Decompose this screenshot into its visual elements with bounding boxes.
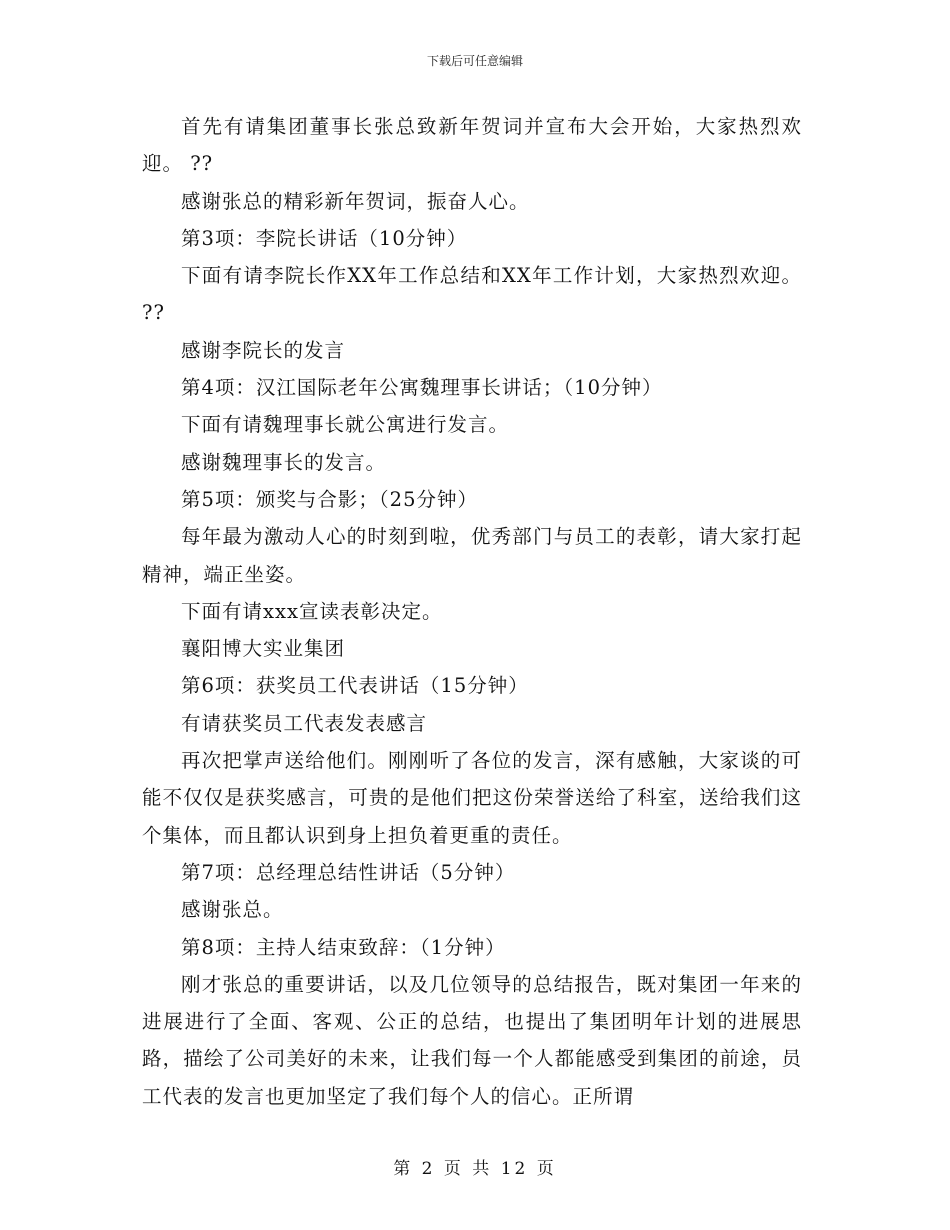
paragraph: 首先有请集团董事长张总致新年贺词并宣布大会开始，大家热烈欢迎。 ?? xyxy=(142,115,802,176)
paragraph: 感谢张总的精彩新年贺词，振奋人心。 xyxy=(181,189,530,213)
paragraph: 感谢李院长的发言 xyxy=(181,338,346,362)
paragraph: 下面有请李院长作XX年工作总结和XX年工作计划，大家热烈欢迎。 ?? xyxy=(142,264,802,325)
paragraph: 刚才张总的重要讲话，以及几位领导的总结报告，既对集团一年来的进展进行了全面、客观、公正的总结，也提出了集团明年计划的进展思路，描绘了公司美好的未来，让我们每一个人都能感受到集团的前途，员工代表的发言也更加坚定了我们每个人的信心。正所谓 xyxy=(142,972,802,1108)
paragraph: 第4项：汉江国际老年公寓魏理事长讲话；（10分钟） xyxy=(181,376,663,400)
paragraph: 再次把掌声送给他们。刚刚听了各位的发言，深有感触，大家谈的可能不仅仅是获奖感言，可贵的是他们把这份荣誉送给了科室，送给我们这个集体，而且都认识到身上担负着更重的责任。 xyxy=(142,749,802,847)
paragraph: 下面有请魏理事长就公寓进行发言。 xyxy=(181,413,510,437)
paragraph: 第3项：李院长讲话（10分钟） xyxy=(181,226,468,250)
page-header-note: 下载后可任意编辑 xyxy=(426,54,523,68)
paragraph: 襄阳博大实业集团 xyxy=(181,637,346,661)
paragraph: 第7项：总经理总结性讲话（5分钟） xyxy=(181,860,516,884)
paragraph: 每年最为激动人心的时刻到啦，优秀部门与员工的表彰，请大家打起精神，端正坐姿。 xyxy=(142,525,802,586)
paragraph: 第8项：主持人结束致辞：（1分钟） xyxy=(181,935,506,959)
paragraph: 感谢张总。 xyxy=(181,898,284,922)
page-number: 第 2 页 共 12 页 xyxy=(393,1159,557,1179)
document-body xyxy=(142,108,802,1115)
paragraph: 下面有请xxx宣读表彰决定。 xyxy=(181,599,443,623)
paragraph: 第6项：获奖员工代表讲话（15分钟） xyxy=(181,674,529,698)
paragraph: 有请获奖员工代表发表感言 xyxy=(181,711,428,735)
paragraph: 感谢魏理事长的发言。 xyxy=(181,450,387,474)
paragraph: 第5项：颁奖与合影；（25分钟） xyxy=(181,487,478,511)
